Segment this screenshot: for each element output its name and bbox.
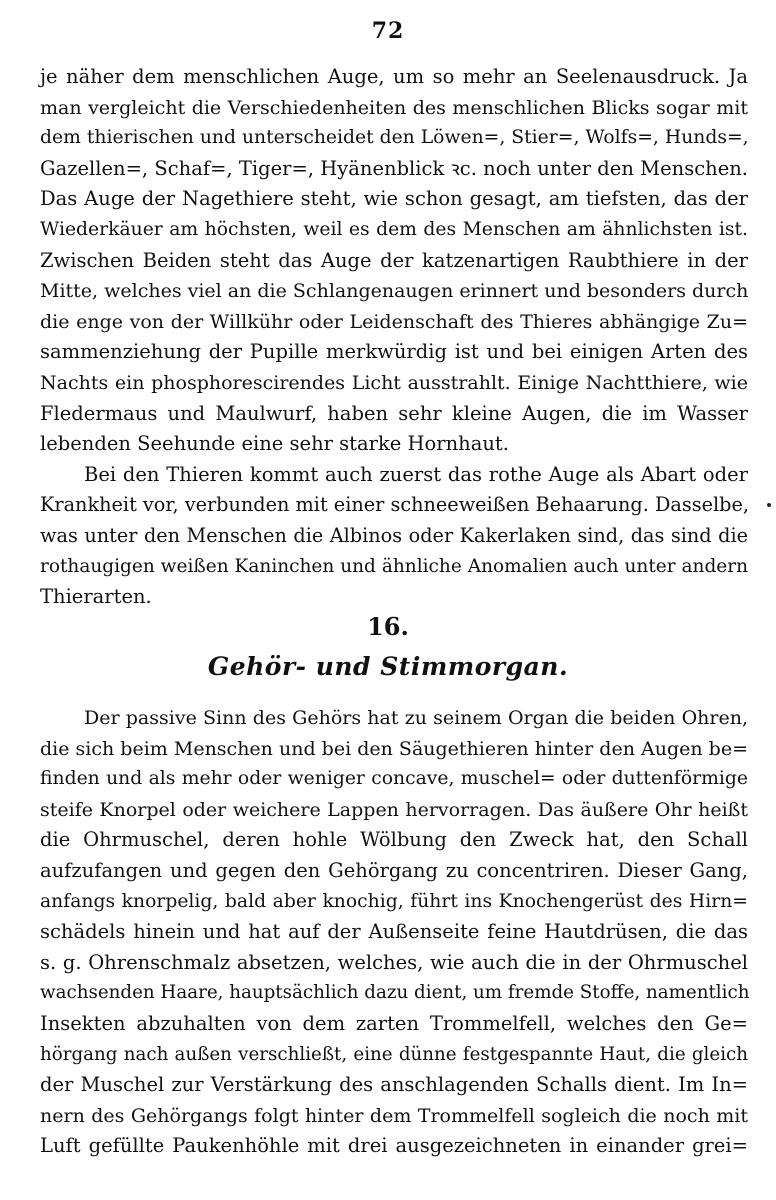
text-line: Luft gefüllte Paukenhöhle mit drei ausgezeichneten in einander grei= (40, 1134, 748, 1158)
text-line: wachsenden Haare, hauptsächlich dazu dient, um fremde Stoffe, namentlich (40, 982, 750, 1004)
text-line: steife Knorpel oder weichere Lappen hervorragen. Das äußere Ohr heißt (40, 798, 748, 821)
text-line: Der passive Sinn des Gehörs hat zu seinem Organ die beiden Ohren, (84, 707, 748, 729)
text-line: anfangs knorpelig, bald aber knochig, führt ins Knochengerüst des Hirn= (40, 890, 748, 912)
paragraph-hearing (40, 703, 748, 1162)
text-line: man vergleicht die Verschiedenheiten des menschlichen Blicks sogar mit (40, 96, 748, 119)
text-line: s. g. Ohrenschmalz absetzen, welches, wie auch die in der Ohrmuschel (40, 950, 748, 974)
text-line: Gazellen=, Schaf=, Tiger=, Hyänenblick ꝛc. noch unter den Menschen. (40, 156, 748, 180)
text-line: Krankheit vor, verbunden mit einer schneeweißen Behaarung. Dasselbe, (40, 493, 749, 517)
text-line: Wiederkäuer am höchsten, weil es dem des Menschen am ähnlichsten ist. (40, 218, 748, 240)
text-line: aufzufangen und gegen den Gehörgang zu concentriren. Dieser Gang, (40, 858, 748, 882)
section-title: Gehör- und Stimmorgan. (207, 652, 569, 681)
text-line: was unter den Menschen die Albinos oder Kakerlaken sind, das sind die (40, 523, 748, 547)
text-line: rothaugigen weißen Kaninchen und ähnliche Anomalien auch unter andern (40, 555, 748, 577)
page-number: 72 (371, 18, 405, 44)
text-line: Bei den Thieren kommt auch zuerst das rothe Auge als Abart oder (84, 462, 748, 486)
text-block-hearing (40, 703, 748, 1162)
text-line: lebenden Seehunde eine sehr starke Hornhaut. (40, 432, 509, 456)
text-line: Insekten abzuhalten von dem zarten Trommelfell, welches den Ge= (40, 1011, 748, 1035)
text-line: die enge von der Willkühr oder Leidenschaft des Thieres abhängige Zu= (40, 310, 748, 333)
text-line: die Ohrmuschel, deren hohle Wölbung den Zweck hat, den Schall (40, 828, 748, 852)
text-line: finden und als mehr oder weniger concave, muschel= oder duttenförmige (40, 768, 748, 790)
text-line: Nachts ein phosphorescirendes Licht ausstrahlt. Einige Nachtthiere, wie (40, 371, 748, 394)
text-line: Thierarten. (40, 585, 152, 609)
text-line: hörgang nach außen verschließt, eine dünne festgespannte Haut, die gleich (40, 1043, 748, 1065)
text-line: je näher dem menschlichen Auge, um so mehr an Seelenausdruck. Ja (40, 65, 748, 88)
text-line: Mitte, welches viel an die Schlangenaugen erinnert und besonders durch (40, 280, 749, 303)
paragraph-red-eye (40, 460, 748, 613)
text-line: Zwischen Beiden steht das Auge der katzenartigen Raubthiere in der (40, 248, 748, 272)
text-line: die sich beim Menschen und bei den Säugethieren hinter den Augen be= (40, 737, 748, 760)
text-line: dem thierischen und unterscheidet den Löwen=, Stier=, Wolfs=, Hunds=, (40, 127, 749, 149)
print-speck (767, 503, 771, 507)
text-line: sammenziehung der Pupille merkwürdig ist und bei einigen Arten des (40, 340, 748, 364)
text-line: schädels hinein und hat auf der Außenseite feine Hautdrüsen, die das (40, 920, 748, 944)
text-line: Fledermaus und Maulwurf, haben sehr kleine Augen, die im Wasser (40, 401, 748, 425)
text-line: nern des Gehörgangs folgt hinter dem Trommelfell sogleich die noch mit (40, 1104, 748, 1127)
paragraph-eye-comparison (40, 62, 748, 460)
text-block-eye (40, 62, 748, 613)
section-number: 16. (367, 612, 409, 641)
text-line: Das Auge der Nagethiere steht, wie schon gesagt, am tiefsten, das der (40, 187, 748, 211)
text-line: der Muschel zur Verstärkung des anschlagenden Schalls dient. Im In= (40, 1073, 748, 1097)
